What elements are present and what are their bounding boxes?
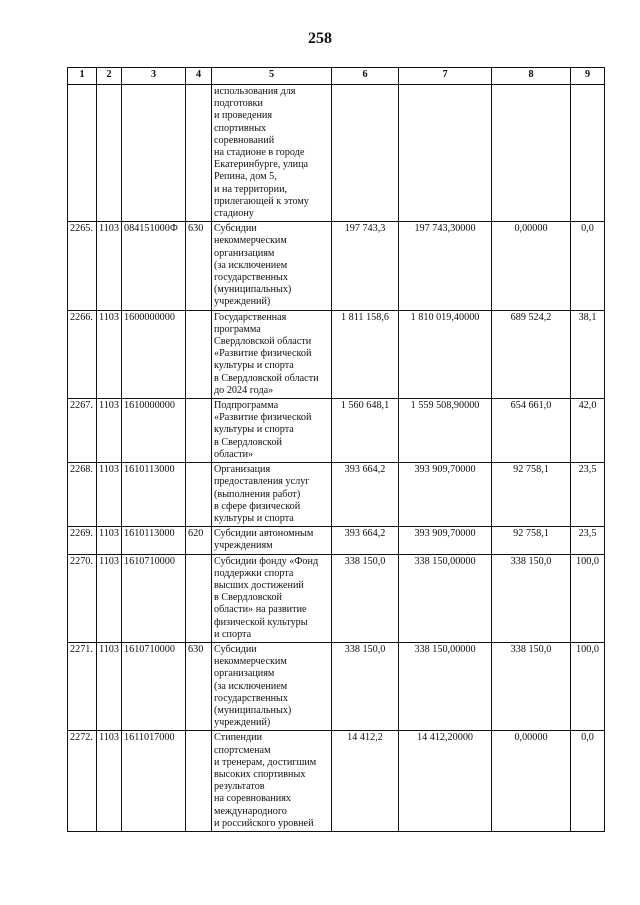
executed-amount: 393 909,70000: [399, 527, 492, 554]
col-header-4: 4: [186, 68, 212, 85]
target-code: 1610710000: [122, 554, 186, 642]
target-code: [122, 85, 186, 222]
percent-value: [571, 85, 605, 222]
target-code: 1610113000: [122, 527, 186, 554]
plan-amount: 1 811 158,6: [332, 310, 399, 398]
plan-amount: 338 150,0: [332, 642, 399, 730]
difference-amount: [492, 85, 571, 222]
table-row: [68, 85, 605, 222]
difference-amount: 689 524,2: [492, 310, 571, 398]
difference-amount: 338 150,0: [492, 554, 571, 642]
table-row: [68, 310, 605, 398]
plan-amount: 14 412,2: [332, 731, 399, 832]
col-header-6: 6: [332, 68, 399, 85]
table-row: [68, 554, 605, 642]
section-code: 1103: [97, 399, 122, 463]
expense-type-code: [186, 554, 212, 642]
executed-amount: 14 412,20000: [399, 731, 492, 832]
row-number: 2266.: [68, 310, 97, 398]
expense-type-code: 620: [186, 527, 212, 554]
col-header-3: 3: [122, 68, 186, 85]
row-number: 2271.: [68, 642, 97, 730]
section-code: 1103: [97, 642, 122, 730]
budget-table: [67, 67, 605, 832]
plan-amount: 197 743,3: [332, 222, 399, 310]
expense-type-code: [186, 310, 212, 398]
row-number: 2268.: [68, 463, 97, 527]
section-code: 1103: [97, 527, 122, 554]
executed-amount: [399, 85, 492, 222]
row-number: 2270.: [68, 554, 97, 642]
difference-amount: 654 661,0: [492, 399, 571, 463]
page-number: 258: [308, 30, 332, 47]
plan-amount: [332, 85, 399, 222]
percent-value: 23,5: [571, 463, 605, 527]
executed-amount: 197 743,30000: [399, 222, 492, 310]
row-number: 2272.: [68, 731, 97, 832]
table-row: [68, 463, 605, 527]
col-header-1: 1: [68, 68, 97, 85]
table-row: [68, 642, 605, 730]
table-row: [68, 222, 605, 310]
target-code: 1610710000: [122, 642, 186, 730]
table-row: [68, 399, 605, 463]
item-name: Организация предоставления услуг (выполнения работ) в сфере физической культуры и спорта: [212, 463, 332, 527]
section-code: 1103: [97, 463, 122, 527]
plan-amount: 393 664,2: [332, 527, 399, 554]
percent-value: 0,0: [571, 222, 605, 310]
section-code: 1103: [97, 731, 122, 832]
expense-type-code: [186, 399, 212, 463]
percent-value: 23,5: [571, 527, 605, 554]
row-number: 2265.: [68, 222, 97, 310]
table-row: [68, 731, 605, 832]
item-name: Государственная программа Свердловской области «Развитие физической культуры и спорта в Свердловской области до 2024 года»: [212, 310, 332, 398]
expense-type-code: 630: [186, 642, 212, 730]
col-header-9: 9: [571, 68, 605, 85]
row-number: 2269.: [68, 527, 97, 554]
difference-amount: 92 758,1: [492, 463, 571, 527]
expense-type-code: [186, 85, 212, 222]
executed-amount: 338 150,00000: [399, 642, 492, 730]
plan-amount: 338 150,0: [332, 554, 399, 642]
target-code: 1611017000: [122, 731, 186, 832]
percent-value: 100,0: [571, 642, 605, 730]
header-row: [68, 68, 605, 85]
executed-amount: 1 559 508,90000: [399, 399, 492, 463]
plan-amount: 393 664,2: [332, 463, 399, 527]
item-name: Субсидии некоммерческим организациям (за исключением государственных (муниципальных) учреждений): [212, 642, 332, 730]
section-code: 1103: [97, 554, 122, 642]
table-row: [68, 527, 605, 554]
target-code: 084151000Ф: [122, 222, 186, 310]
item-name: Субсидии некоммерческим организациям (за исключением государственных (муниципальных) учреждений): [212, 222, 332, 310]
difference-amount: 338 150,0: [492, 642, 571, 730]
col-header-2: 2: [97, 68, 122, 85]
target-code: 1610113000: [122, 463, 186, 527]
difference-amount: 92 758,1: [492, 527, 571, 554]
target-code: 1600000000: [122, 310, 186, 398]
percent-value: 0,0: [571, 731, 605, 832]
col-header-8: 8: [492, 68, 571, 85]
col-header-7: 7: [399, 68, 492, 85]
percent-value: 38,1: [571, 310, 605, 398]
col-header-5: 5: [212, 68, 332, 85]
section-code: [97, 85, 122, 222]
row-number: 2267.: [68, 399, 97, 463]
item-name: использования для подготовки и проведения спортивных соревнований на стадионе в городе Екатеринбурге, улица Репина, дом 5, и на территории, прилегающей к этому стадиону: [212, 85, 332, 222]
executed-amount: 338 150,00000: [399, 554, 492, 642]
item-name: Субсидии автономным учреждениям: [212, 527, 332, 554]
row-number: [68, 85, 97, 222]
item-name: Стипендии спортсменам и тренерам, достигшим высоких спортивных результатов на соревнованиях международного и российского уровней: [212, 731, 332, 832]
item-name: Субсидии фонду «Фонд поддержки спорта высших достижений в Свердловской области» на развитие физической культуры и спорта: [212, 554, 332, 642]
section-code: 1103: [97, 310, 122, 398]
percent-value: 100,0: [571, 554, 605, 642]
item-name: Подпрограмма «Развитие физической культуры и спорта в Свердловской области»: [212, 399, 332, 463]
executed-amount: 1 810 019,40000: [399, 310, 492, 398]
section-code: 1103: [97, 222, 122, 310]
expense-type-code: [186, 731, 212, 832]
difference-amount: 0,00000: [492, 731, 571, 832]
executed-amount: 393 909,70000: [399, 463, 492, 527]
expense-type-code: 630: [186, 222, 212, 310]
percent-value: 42,0: [571, 399, 605, 463]
expense-type-code: [186, 463, 212, 527]
plan-amount: 1 560 648,1: [332, 399, 399, 463]
difference-amount: 0,00000: [492, 222, 571, 310]
target-code: 1610000000: [122, 399, 186, 463]
